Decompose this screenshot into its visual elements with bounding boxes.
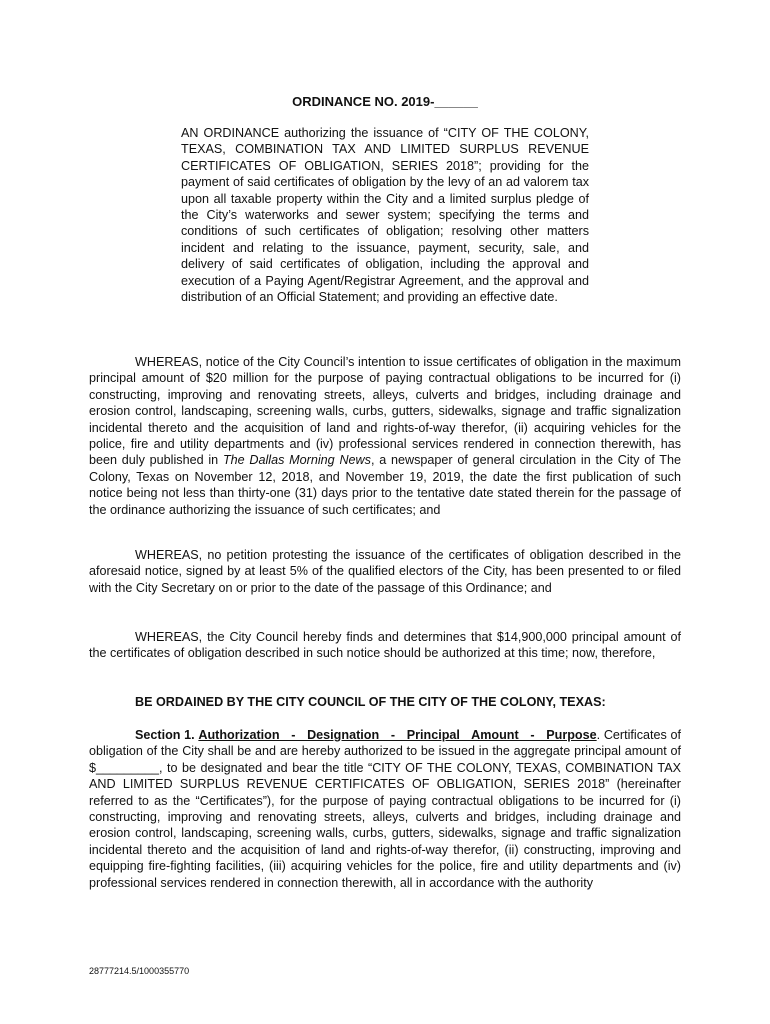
whereas-paragraph-1 xyxy=(89,354,681,518)
whereas-1-text-before: WHEREAS, notice of the City Council’s intention to issue certificates of obligation in the maximum principal amount of $20 million for the purpose of paying contractual obligations to be incurred for (i) constructing, improving and renovating streets, alleys, culverts and bridges, including drainage and erosion control, landscaping, screening walls, curbs, gutters, sidewalks, signage and traffic signalization incidental thereto and the acquisition of land and rights-of-way therefor, (ii) acquiring vehicles for the police, fire and utility departments and (iv) professional services rendered in connection therewith, has been duly published in xyxy=(89,355,681,468)
section-1-label: Section 1. xyxy=(135,728,195,742)
whereas-1-text-after: , a newspaper of general circulation in the City of The Colony, Texas on November 12, 2018, and November 19, 2019, the date the first publication of such notice being not less than thirty-one (31) days prior to the tentative date stated therein for the passage of the ordinance authorizing the issuance of such certificates; and xyxy=(89,453,681,517)
section-1-body: Certificates of obligation of the City shall be and are hereby authorized to be issued in the aggregate principal amount of $_________, to be designated and bear the title “CITY OF THE COLONY, TEXAS, COMBINATION TAX AND LIMITED SURPLUS REVENUE CERTIFICATES OF OBLIGATION, SERIES 2018” (hereinafter referred to as the “Certificates”), for the purpose of paying contractual obligations to be incurred for (i) constructing, improving and renovating streets, alleys, culverts and bridges, including drainage and erosion control, landscaping, screening walls, curbs, gutters, sidewalks, signage and traffic signalization incidental thereto and the acquisition of land and rights-of-way therefor, (ii) constructing, improving and equipping fire-fighting facilities, (iii) acquiring vehicles for the police, fire and utility departments and (iv) professional services rendered in connection therewith, all in accordance with the authority xyxy=(89,728,682,890)
document-id-footer: 28777214.5/1000355770 xyxy=(89,966,190,976)
ordinance-title: ORDINANCE NO. 2019-______ xyxy=(292,94,478,109)
ordinance-caption: AN ORDINANCE authorizing the issuance of “CITY OF THE COLONY, TEXAS, COMBINATION TAX AND LIMITED SURPLUS REVENUE CERTIFICATES OF OBLIGATION, SERIES 2018”; providing for the payment of said certificates of obligation by the levy of an ad valorem tax upon all taxable property within the City and a limited surplus pledge of the City’s waterworks and sewer system; specifying the terms and conditions of such certificates of obligation; resolving other matters incident and relating to the issuance, payment, security, sale, and delivery of said certificates of obligation, including the approval and execution of a Paying Agent/Registrar Agreement, and the approval and distribution of an Official Statement; and providing an effective date. xyxy=(181,126,589,305)
section-1-paragraph: Section 1. Authorization - Designation - Principal Amount - Purpose. Certificates of obligation of the City shall be and are hereby authorized to be issued in the aggregate principal amount of $_________, to be designated and bear the title “CITY OF THE COLONY, TEXAS, COMBINATION TAX AND LIMITED SURPLUS REVENUE CERTIFICATES OF OBLIGATION, SERIES 2018” (hereinafter referred to as the “Certificates”), for the purpose of paying contractual obligations to be incurred for (i) constructing, improving and renovating streets, alleys, culverts and bridges, including drainage and erosion control, landscaping, screening walls, curbs, gutters, sidewalks, signage and traffic signalization incidental thereto and the acquisition of land and rights-of-way therefor, (ii) constructing, improving and equipping fire-fighting facilities, (iii) acquiring vehicles for the police, fire and utility departments and (iv) professional services rendered in connection therewith, all in accordance with the authority xyxy=(89,728,682,890)
section-1-heading: Authorization - Designation - Principal Amount - Purpose xyxy=(198,728,597,742)
whereas-paragraph-3 xyxy=(89,629,681,662)
enactment-clause: BE ORDAINED BY THE CITY COUNCIL OF THE CITY OF THE COLONY, TEXAS: xyxy=(135,695,606,709)
whereas-3-text: WHEREAS, the City Council hereby finds and determines that $14,900,000 principal amount of the certificates of obligation described in such notice should be authorized at this time; now, therefore, xyxy=(89,630,681,661)
whereas-paragraph-2 xyxy=(89,547,681,596)
newspaper-name: The Dallas Morning News xyxy=(222,453,371,468)
whereas-2-text: WHEREAS, no petition protesting the issuance of the certificates of obligation described in the aforesaid notice, signed by at least 5% of the qualified electors of the City, has been presented to or filed with the City Secretary on or prior to the date of the passage of this Ordinance; and xyxy=(89,548,681,595)
